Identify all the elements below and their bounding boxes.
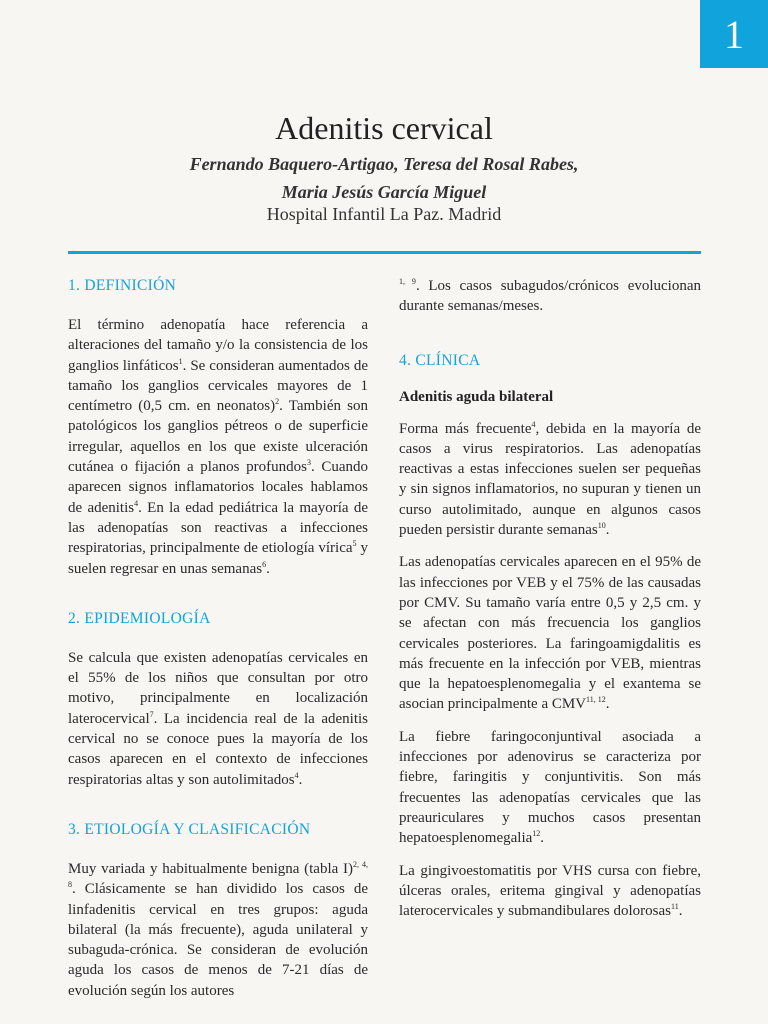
text-run: . Los casos subagudos/crónicos evolucionan durante semanas/meses. [399, 278, 702, 315]
text-run: Forma más frecuente [399, 420, 532, 437]
authors [0, 150, 768, 206]
text-run: . También son patológicos los ganglios pétreos o de superficie irregular, aquellos en los que existe ulceración cutánea o fijación a planos profundos [68, 398, 368, 476]
right-column [399, 276, 701, 933]
text-run: . Se consideran aumentados de tamaño los ganglios cervicales mayores de 1 centímetro (0,5 cm. en neonatos) [68, 357, 369, 415]
text-run: El término adenopatía hace referencia a alteraciones del tamaño y/o la consistencia de los ganglios linfáticos [68, 317, 368, 374]
text-run: . [605, 522, 610, 539]
text-run: Las adenopatías cervicales aparecen en el 95% de las infecciones por VEB y el 75% de las causadas por CMV. Su tamaño varía entre 0,5 y 2,5 cm. y se afectan con más frecuencia los ganglios cervicales posteriores. La faringoamigdalitis es más frecuente en la infección por VEB, mientras que la hepatoesplenomegalia y el exantema se asocian principalmente a CMV [399, 554, 701, 713]
citation: 3 [306, 458, 311, 468]
citation: 2 [275, 397, 280, 407]
citation: 11 [671, 902, 679, 912]
paragraph-etiologia-part1 [68, 859, 369, 999]
section-heading-etiologia: 3. ETIOLOGÍA Y CLASIFICACIÓN [68, 820, 311, 838]
section-heading-epidemiologia: 2. EPIDEMIOLOGÍA [68, 609, 211, 627]
citation: 6 [262, 559, 267, 569]
paragraph-clinica-1 [399, 419, 701, 541]
text-run: . [298, 771, 303, 788]
section-heading-clinica: 4. CLÍNICA [399, 351, 481, 369]
header-divider [68, 251, 701, 254]
text-run: . En la edad pediátrica la mayoría de las adenopatías son reactivas a infecciones respiratorias, principalmente de etiología vírica [68, 499, 368, 557]
chapter-number-badge: 1 [700, 0, 768, 68]
paragraph-epidemiologia [68, 648, 368, 790]
paragraph-clinica-4 [399, 861, 701, 922]
citation: 2, 4, 8 [68, 859, 369, 890]
authors-line-1: Fernando Baquero-Artigao, Teresa del Rosal Rabes, [189, 154, 579, 174]
citation: 5 [352, 539, 357, 549]
text-run: . Cuando aparecen signos inflamatorios locales hablamos de adenitis [68, 459, 368, 516]
text-run: La gingivoestomatitis por VHS cursa con fiebre, úlceras orales, eritema gingival y adenopatías laterocervicales y submandibulares dolorosas [399, 862, 701, 920]
affiliation: Hospital Infantil La Paz. Madrid [266, 204, 502, 224]
citation: 4 [134, 498, 139, 508]
citation: 1, 9 [399, 277, 416, 286]
paragraph-clinica-3 [399, 727, 701, 849]
text-run: , debida en la mayoría de casos a virus respiratorios. Las adenopatías reactivas a estas infecciones suelen ser pequeñas y sin signos inflamatorios, no supuran y tienen un curso autolimitado, aunque en algunos casos pueden persistir durante semanas [399, 420, 701, 539]
article-title: Adenitis cervical [275, 110, 493, 146]
section-heading-definicion: 1. DEFINICIÓN [68, 277, 177, 294]
citation: 12 [532, 829, 541, 839]
paragraph-clinica-2 [399, 552, 701, 714]
text-run: . [678, 903, 683, 920]
citation: 7 [149, 709, 154, 719]
paragraph-etiologia-continued [399, 276, 701, 317]
text-run: Muy variada y habitualmente benigna (tabla I) [68, 860, 354, 877]
authors-line-2: Maria Jesús García Miguel [281, 182, 487, 202]
text-run: . La incidencia real de la adenitis cervical no se conoce pues la mayoría de los casos aparecen en el contexto de infecciones respiratorias altas y son autolimitados [68, 710, 368, 788]
citation: 10 [597, 521, 606, 531]
citation: 1 [178, 356, 183, 366]
left-column [68, 276, 369, 999]
text-run: . Clásicamente se han dividido los casos de linfadenitis cervical en tres grupos: aguda bilateral (la más frecuente), aguda unilateral y subaguda-crónica. Se consideran de evolución aguda los casos de menos de 7-21 días de evolución según los autores [68, 881, 368, 999]
citation: 11, 12 [586, 695, 606, 705]
text-run: . [540, 830, 545, 847]
text-run: La fiebre faringoconjuntival asociada a infecciones por adenovirus se caracteriza por fiebre, faringitis y conjuntivitis. Son más frecuentes las adenopatías cervicales que las preauriculares y muchos casos presentan hepatoesplenomegalia [399, 728, 701, 847]
text-run: Se calcula que existen adenopatías cervicales en el 55% de los niños que consultan por otro motivo, principalmente en localización laterocervical [68, 649, 368, 727]
text-run: y suelen regresar en unas semanas [68, 540, 369, 577]
citation: 4 [294, 770, 299, 780]
paragraph-definicion [68, 315, 368, 579]
text-run: . [605, 696, 610, 713]
citation: 4 [531, 419, 536, 429]
text-run: . [266, 560, 270, 577]
subheading-adenitis-aguda-bilateral: Adenitis aguda bilateral [399, 388, 554, 405]
